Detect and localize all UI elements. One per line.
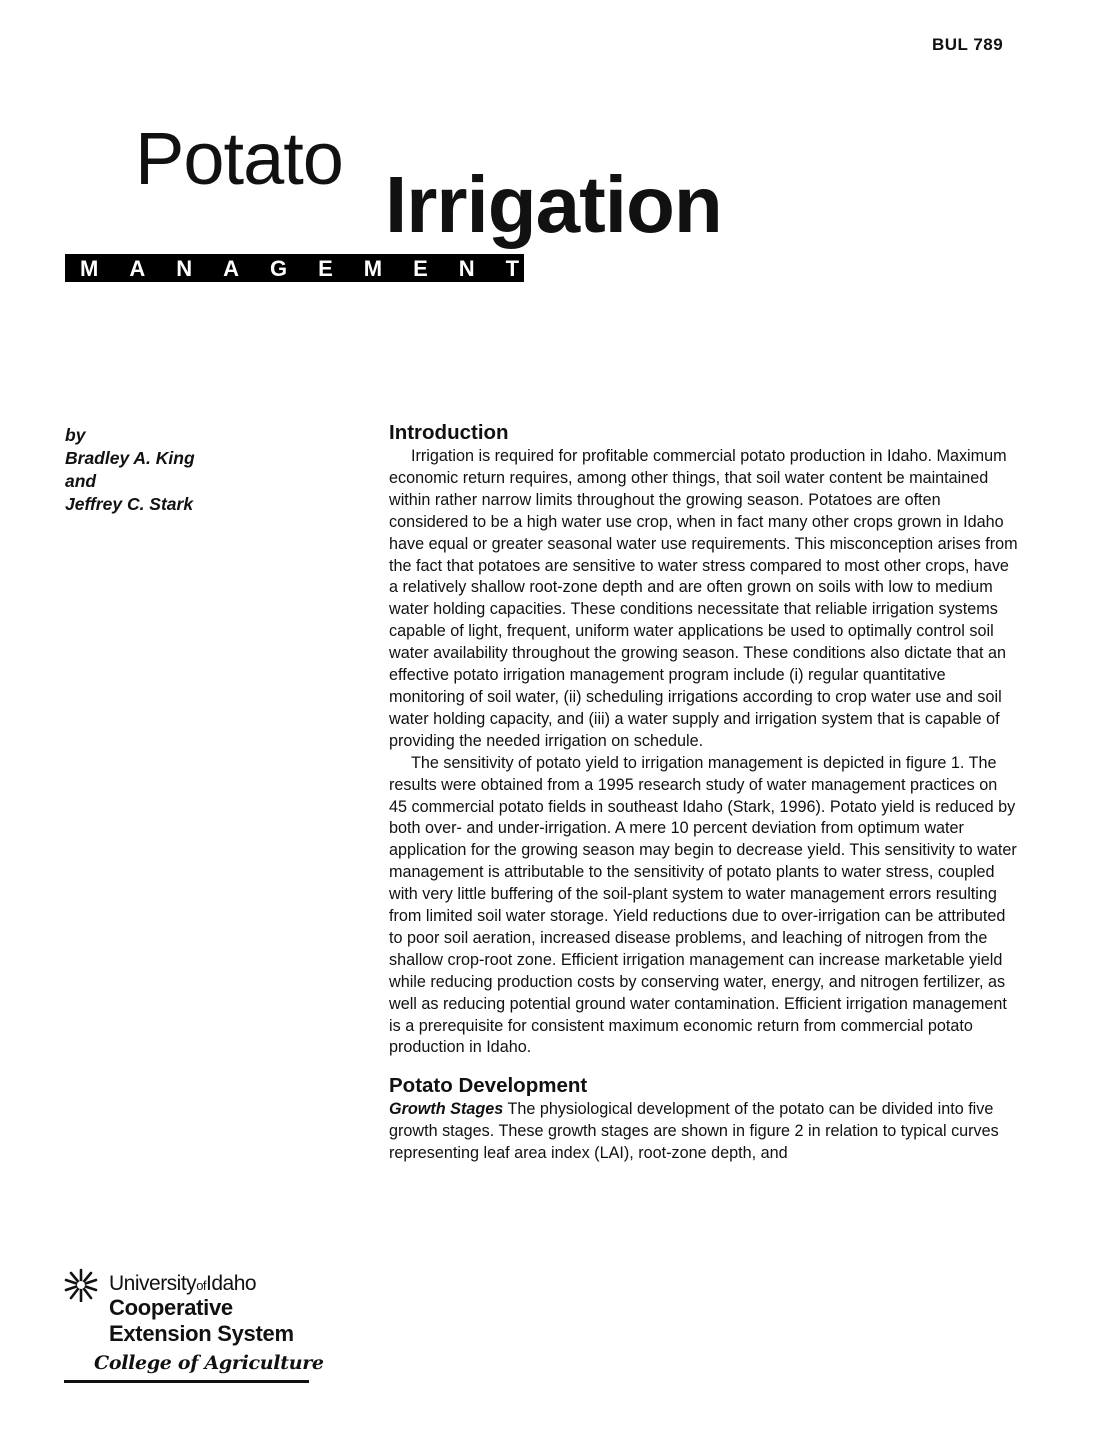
paragraph: Irrigation is required for profitable commercial potato production in Idaho. Maximum economic return requires, among other things, that soil water content be maintained within rather narrow limits throughout the growing season. Potatoes are often considered to be a high water use crop, when in fact many other crops grown in Idaho have equal or greater seasonal water use requirements. This misconception arises from the fact that potatoes are sensitive to water stress compared to most other crops, have a relatively shallow root-zone depth and are often grown on soils with low to medium water holding capacities. These conditions necessitate that reliable irrigation systems capable of light, frequent, uniform water applications be used to optimally control soil water availability throughout the growing season. These conditions also dictate that an effective potato irrigation management program include (i) regular quantitative monitoring of soil water, (ii) scheduling irrigations according to crop water use and soil water holding capacity, and (iii) a water supply and irrigation system that is capable of providing the needed irrigation on schedule.	[389, 447, 1018, 750]
title-irrigation: Irrigation	[385, 160, 722, 249]
section-heading-potato-development: Potato Development	[389, 1074, 588, 1098]
university-starburst-icon	[64, 1268, 98, 1302]
title-potato: Potato	[135, 117, 343, 200]
author-name: Bradley A. King	[65, 448, 195, 468]
spacer	[389, 1059, 1019, 1073]
paragraph	[389, 1099, 1019, 1165]
college-of-agriculture-logo: College of Agriculture	[94, 1352, 324, 1374]
byline-and: and	[65, 471, 97, 491]
byline-by: by	[65, 425, 86, 445]
logo-underline	[64, 1380, 309, 1383]
paragraph: The sensitivity of potato yield to irrigation management is depicted in figure 1. The results were obtained from a 1995 research study of water management practices on 45 commercial potato fields in southeast Idaho (Stark, 1996). Potato yield is reduced by both over- and under-irrigation. A mere 10 percent deviation from optimum water application for the growing season may begin to decrease yield. This sensitivity to water management is attributable to the sensitivity of potato plants to water stress, coupled with very little buffering of the soil-plant system to water management errors resulting from limited soil water storage. Yield reductions due to over-irrigation can be attributed to poor soil aeration, increased disease problems, and leaching of nitrogen from the shallow crop-root zone. Efficient irrigation management can increase marketable yield while reducing production costs by conserving water, energy, and nitrogen fertilizer, as well as reducing potential ground water contamination. Efficient irrigation management is a prerequisite for consistent maximum economic return from commercial potato production in Idaho.	[389, 753, 1017, 1057]
paragraph-text: The physiological development of the potato can be divided into five growth stages. These growth stages are shown in figure 2 in relation to typical curves representing leaf area index (LAI), root-zone depth, and	[389, 1100, 999, 1163]
management-banner	[65, 254, 551, 282]
run-in-heading: Growth Stages	[389, 1100, 504, 1119]
university-name: UniversityofIdaho	[109, 1272, 257, 1295]
byline	[65, 424, 305, 516]
university-logo	[64, 1268, 324, 1393]
management-label: MANAGEMENT	[80, 256, 551, 281]
section-heading-introduction: Introduction	[389, 421, 509, 444]
cooperative-label: Cooperative	[109, 1295, 233, 1320]
main-content	[389, 420, 1019, 1165]
author-name: Jeffrey C. Stark	[65, 494, 194, 514]
bulletin-number: BUL 789	[932, 35, 1004, 54]
extension-system-label: Extension System	[109, 1321, 294, 1346]
